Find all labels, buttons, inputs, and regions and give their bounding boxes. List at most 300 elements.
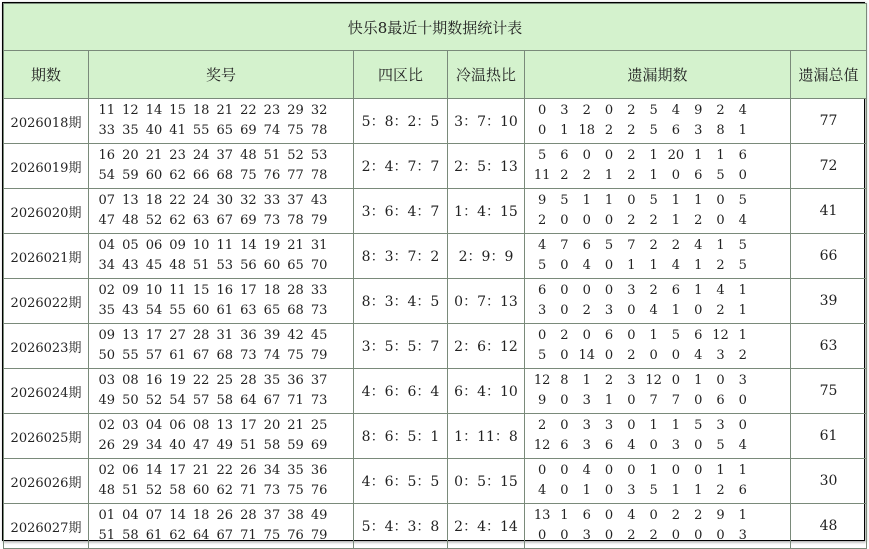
miss-value: 0	[649, 438, 658, 453]
miss-value: 1	[649, 328, 658, 343]
drawn-number: 34	[263, 463, 281, 478]
miss-value: 1	[604, 168, 614, 183]
drawn-number: 05	[122, 238, 139, 253]
miss-value: 5	[738, 258, 747, 273]
drawn-number: 33	[310, 283, 328, 298]
drawn-number: 53	[310, 148, 328, 163]
miss-value: 5	[716, 438, 725, 453]
cold-warm-hot-cell: 1：11：8	[448, 414, 525, 459]
miss-value: 7	[627, 238, 636, 253]
miss-value: 0	[604, 348, 614, 363]
miss-value: 0	[627, 328, 636, 343]
miss-value: 2	[560, 168, 569, 183]
drawn-number: 47	[192, 438, 210, 453]
drawn-number: 68	[216, 348, 234, 363]
miss-value: 1	[716, 238, 725, 253]
miss-value: 0	[560, 283, 569, 298]
miss-value: 6	[671, 123, 681, 138]
drawn-number: 63	[240, 303, 257, 318]
miss-value: 0	[649, 348, 658, 363]
miss-value: 0	[582, 148, 591, 163]
miss-value: 1	[716, 148, 725, 163]
zone-ratio-cell: 2：4：7：7	[354, 144, 448, 189]
miss-value: 0	[582, 328, 591, 343]
drawn-number: 33	[263, 193, 281, 208]
number-line	[95, 506, 353, 526]
miss-value: 2	[671, 508, 681, 523]
miss-value: 0	[604, 508, 614, 523]
miss-value: 20	[667, 148, 685, 163]
miss-total-cell: 39	[791, 279, 867, 324]
drawn-number: 25	[310, 418, 328, 433]
miss-value: 0	[671, 348, 681, 363]
drawn-number: 51	[263, 148, 281, 163]
miss-value: 4	[671, 103, 681, 118]
numbers-cell	[89, 144, 354, 189]
miss-value: 12	[533, 438, 551, 453]
miss-value: 2	[582, 168, 591, 183]
miss-value: 0	[560, 463, 569, 478]
zone-ratio-cell: 3：5：5：7	[354, 324, 448, 369]
numbers-cell	[89, 369, 354, 414]
drawn-number: 15	[192, 283, 210, 298]
drawn-number: 08	[122, 373, 139, 388]
miss-value: 0	[716, 213, 725, 228]
miss-value: 5	[538, 258, 547, 273]
miss-value: 3	[582, 528, 591, 543]
miss-value: 13	[533, 508, 551, 523]
miss-value: 0	[560, 348, 569, 363]
miss-value: 11	[533, 168, 551, 183]
table-row	[4, 144, 867, 189]
miss-value: 0	[671, 373, 681, 388]
drawn-number: 04	[98, 238, 116, 253]
zone-ratio-cell: 8：3：4：5	[354, 279, 448, 324]
miss-value: 8	[560, 373, 569, 388]
header-row	[4, 51, 867, 99]
miss-value: 2	[627, 148, 636, 163]
drawn-number: 06	[122, 463, 139, 478]
miss-value: 0	[627, 393, 636, 408]
miss-value: 0	[560, 528, 569, 543]
miss-value: 5	[694, 418, 703, 433]
miss-value: 2	[538, 418, 547, 433]
miss-value: 1	[649, 168, 658, 183]
drawn-number: 11	[98, 103, 116, 118]
drawn-number: 55	[192, 123, 210, 138]
drawn-number: 34	[145, 438, 163, 453]
drawn-number: 67	[263, 393, 281, 408]
number-line	[95, 191, 353, 211]
drawn-number: 65	[287, 258, 304, 273]
zone-ratio-cell: 3：6：4：7	[354, 189, 448, 234]
drawn-number: 26	[98, 438, 116, 453]
drawn-number: 65	[216, 123, 234, 138]
miss-total-cell: 41	[791, 189, 867, 234]
drawn-number: 68	[287, 303, 304, 318]
cold-warm-hot-cell: 2：6：12	[448, 324, 525, 369]
cold-warm-hot-cell: 3：7：10	[448, 99, 525, 144]
drawn-number: 65	[263, 303, 281, 318]
miss-value: 0	[604, 103, 614, 118]
drawn-number: 22	[169, 193, 186, 208]
miss-value: 0	[604, 213, 614, 228]
miss-line	[531, 481, 790, 501]
drawn-number: 58	[263, 438, 281, 453]
number-line	[95, 281, 353, 301]
miss-value: 1	[649, 418, 658, 433]
drawn-number: 19	[169, 373, 186, 388]
miss-value: 14	[578, 348, 596, 363]
issue-cell: 2026021期	[4, 234, 89, 279]
drawn-number: 54	[98, 168, 116, 183]
drawn-number: 69	[310, 438, 328, 453]
miss-value: 1	[671, 193, 681, 208]
drawn-number: 11	[169, 283, 186, 298]
miss-value: 3	[582, 393, 591, 408]
drawn-number: 27	[169, 328, 186, 343]
drawn-number: 79	[310, 213, 328, 228]
miss-value: 0	[671, 463, 681, 478]
drawn-number: 51	[98, 528, 116, 543]
drawn-number: 12	[122, 103, 139, 118]
miss-periods-cell	[525, 324, 791, 369]
miss-value: 9	[716, 508, 725, 523]
drawn-number: 48	[240, 148, 257, 163]
drawn-number: 61	[216, 303, 234, 318]
miss-value: 5	[649, 103, 658, 118]
miss-value: 0	[627, 463, 636, 478]
table-row	[4, 234, 867, 279]
drawn-number: 14	[145, 463, 163, 478]
drawn-number: 75	[287, 483, 304, 498]
miss-value: 0	[671, 528, 681, 543]
number-line	[95, 391, 353, 411]
number-line	[95, 211, 353, 231]
miss-value: 2	[582, 303, 591, 318]
miss-value: 9	[538, 393, 547, 408]
drawn-number: 14	[145, 103, 163, 118]
miss-value: 2	[716, 483, 725, 498]
drawn-number: 21	[216, 103, 234, 118]
miss-value: 9	[538, 193, 547, 208]
miss-value: 2	[694, 508, 703, 523]
miss-value: 4	[582, 258, 591, 273]
miss-value: 9	[694, 103, 703, 118]
drawn-number: 01	[98, 508, 116, 523]
drawn-number: 62	[169, 528, 186, 543]
miss-value: 2	[716, 303, 725, 318]
drawn-number: 53	[216, 258, 234, 273]
miss-periods-cell	[525, 234, 791, 279]
number-line	[95, 146, 353, 166]
number-line	[95, 121, 353, 141]
drawn-number: 16	[216, 283, 234, 298]
miss-value: 0	[538, 463, 547, 478]
miss-value: 12	[533, 373, 551, 388]
numbers-cell	[89, 234, 354, 279]
drawn-number: 58	[169, 483, 186, 498]
miss-value: 6	[560, 148, 569, 163]
drawn-number: 60	[192, 303, 210, 318]
drawn-number: 43	[310, 193, 328, 208]
number-line	[95, 416, 353, 436]
miss-value: 2	[738, 348, 747, 363]
drawn-number: 02	[98, 418, 116, 433]
drawn-number: 18	[145, 193, 163, 208]
miss-total-cell: 66	[791, 234, 867, 279]
drawn-number: 78	[310, 123, 328, 138]
miss-value: 1	[649, 463, 658, 478]
drawn-number: 77	[287, 168, 304, 183]
issue-cell: 2026020期	[4, 189, 89, 234]
miss-value: 2	[649, 213, 658, 228]
miss-value: 3	[604, 303, 614, 318]
drawn-number: 58	[216, 393, 234, 408]
header-miss-periods: 遗漏期数	[525, 51, 791, 99]
drawn-number: 49	[98, 393, 116, 408]
miss-value: 2	[538, 213, 547, 228]
drawn-number: 06	[169, 418, 186, 433]
miss-value: 3	[671, 438, 681, 453]
drawn-number: 26	[240, 463, 257, 478]
drawn-number: 71	[240, 483, 257, 498]
miss-value: 2	[627, 168, 636, 183]
drawn-number: 64	[192, 528, 210, 543]
miss-value: 0	[538, 528, 547, 543]
miss-value: 0	[560, 258, 569, 273]
drawn-number: 13	[122, 328, 139, 343]
miss-value: 2	[627, 123, 636, 138]
miss-value: 0	[649, 508, 658, 523]
miss-value: 0	[671, 168, 681, 183]
miss-total-cell: 30	[791, 459, 867, 504]
miss-periods-cell	[525, 369, 791, 414]
table-row	[4, 279, 867, 324]
drawn-number: 24	[192, 193, 210, 208]
drawn-number: 73	[263, 213, 281, 228]
miss-value: 0	[560, 393, 569, 408]
drawn-number: 21	[145, 148, 163, 163]
miss-value: 5	[649, 123, 658, 138]
miss-value: 3	[627, 373, 636, 388]
drawn-number: 67	[216, 213, 234, 228]
miss-value: 2	[649, 238, 658, 253]
drawn-number: 73	[310, 393, 328, 408]
miss-value: 3	[627, 483, 636, 498]
miss-line	[531, 281, 790, 301]
zone-ratio-cell: 5：8：2：5	[354, 99, 448, 144]
miss-value: 4	[538, 483, 547, 498]
miss-value: 4	[738, 438, 747, 453]
miss-line	[531, 326, 790, 346]
drawn-number: 29	[287, 103, 304, 118]
miss-total-cell: 75	[791, 369, 867, 414]
drawn-number: 57	[192, 393, 210, 408]
miss-value: 5	[716, 168, 725, 183]
drawn-number: 48	[98, 483, 116, 498]
drawn-number: 04	[145, 418, 163, 433]
issue-cell: 2026018期	[4, 99, 89, 144]
miss-value: 6	[582, 238, 591, 253]
number-line	[95, 101, 353, 121]
drawn-number: 32	[240, 193, 257, 208]
drawn-number: 71	[287, 393, 304, 408]
drawn-number: 13	[216, 418, 234, 433]
miss-total-cell: 48	[791, 504, 867, 549]
drawn-number: 33	[98, 123, 116, 138]
drawn-number: 21	[192, 463, 210, 478]
miss-value: 7	[671, 393, 681, 408]
drawn-number: 23	[263, 103, 281, 118]
drawn-number: 52	[145, 483, 163, 498]
miss-periods-cell	[525, 144, 791, 189]
drawn-number: 13	[122, 193, 139, 208]
miss-value: 0	[604, 463, 614, 478]
drawn-number: 15	[169, 103, 186, 118]
miss-value: 3	[627, 283, 636, 298]
miss-total-cell: 63	[791, 324, 867, 369]
miss-value: 0	[627, 303, 636, 318]
miss-line	[531, 526, 790, 546]
miss-value: 3	[604, 418, 614, 433]
drawn-number: 49	[310, 508, 328, 523]
miss-value: 0	[738, 168, 747, 183]
header-miss-total: 遗漏总值	[791, 51, 867, 99]
miss-value: 0	[604, 148, 614, 163]
cold-warm-hot-cell: 2：5：13	[448, 144, 525, 189]
drawn-number: 61	[169, 348, 186, 363]
drawn-number: 78	[310, 168, 328, 183]
miss-value: 0	[738, 418, 747, 433]
drawn-number: 35	[98, 303, 116, 318]
drawn-number: 78	[287, 213, 304, 228]
drawn-number: 43	[122, 303, 139, 318]
table-row	[4, 99, 867, 144]
drawn-number: 51	[122, 483, 139, 498]
miss-value: 1	[671, 483, 681, 498]
drawn-number: 20	[122, 148, 139, 163]
miss-value: 1	[604, 193, 614, 208]
miss-value: 8	[716, 123, 725, 138]
miss-value: 1	[694, 373, 703, 388]
number-line	[95, 371, 353, 391]
number-line	[95, 326, 353, 346]
drawn-number: 52	[145, 213, 163, 228]
miss-value: 4	[694, 348, 703, 363]
miss-value: 1	[738, 123, 747, 138]
miss-value: 0	[560, 303, 569, 318]
drawn-number: 69	[240, 213, 257, 228]
miss-value: 1	[671, 213, 681, 228]
miss-value: 6	[716, 393, 725, 408]
miss-value: 0	[694, 438, 703, 453]
miss-value: 5	[538, 148, 547, 163]
drawn-number: 06	[145, 238, 163, 253]
miss-line	[531, 191, 790, 211]
drawn-number: 38	[287, 508, 304, 523]
drawn-number: 35	[122, 123, 139, 138]
miss-value: 0	[604, 283, 614, 298]
drawn-number: 79	[310, 528, 328, 543]
miss-value: 1	[738, 303, 747, 318]
miss-value: 2	[627, 528, 636, 543]
drawn-number: 67	[192, 348, 210, 363]
drawn-number: 50	[98, 348, 116, 363]
miss-value: 3	[738, 373, 747, 388]
miss-value: 1	[671, 418, 681, 433]
miss-value: 2	[649, 283, 658, 298]
issue-cell: 2026019期	[4, 144, 89, 189]
drawn-number: 14	[169, 508, 186, 523]
drawn-number: 62	[169, 168, 186, 183]
drawn-number: 54	[169, 393, 186, 408]
drawn-number: 37	[287, 193, 304, 208]
miss-value: 12	[712, 328, 729, 343]
drawn-number: 37	[263, 508, 281, 523]
miss-value: 6	[604, 328, 614, 343]
miss-value: 6	[538, 283, 547, 298]
stats-table	[3, 3, 867, 549]
miss-value: 6	[694, 328, 703, 343]
cold-warm-hot-cell: 2：9：9	[448, 234, 525, 279]
miss-value: 4	[538, 238, 547, 253]
drawn-number: 09	[122, 283, 139, 298]
miss-value: 0	[694, 528, 703, 543]
drawn-number: 74	[263, 123, 281, 138]
drawn-number: 48	[169, 258, 186, 273]
drawn-number: 50	[122, 393, 139, 408]
drawn-number: 55	[122, 348, 139, 363]
drawn-number: 28	[240, 373, 257, 388]
cold-warm-hot-cell: 6：4：10	[448, 369, 525, 414]
issue-cell: 2026025期	[4, 414, 89, 459]
drawn-number: 19	[263, 238, 281, 253]
drawn-number: 31	[310, 238, 328, 253]
miss-value: 5	[738, 238, 747, 253]
drawn-number: 69	[240, 123, 257, 138]
drawn-number: 64	[240, 393, 257, 408]
drawn-number: 75	[287, 348, 304, 363]
miss-value: 0	[582, 283, 591, 298]
drawn-number: 67	[216, 528, 234, 543]
drawn-number: 73	[310, 303, 328, 318]
miss-total-cell: 72	[791, 144, 867, 189]
drawn-number: 76	[310, 483, 328, 498]
miss-value: 6	[671, 283, 681, 298]
miss-value: 5	[671, 328, 681, 343]
miss-value: 1	[694, 283, 703, 298]
miss-value: 4	[694, 238, 703, 253]
miss-value: 3	[738, 528, 747, 543]
miss-value: 4	[671, 258, 681, 273]
miss-value: 2	[671, 238, 681, 253]
zone-ratio-cell: 5：4：3：8	[354, 504, 448, 549]
miss-value: 1	[649, 148, 658, 163]
miss-value: 0	[738, 393, 747, 408]
numbers-cell	[89, 189, 354, 234]
miss-value: 0	[560, 483, 569, 498]
number-line	[95, 301, 353, 321]
issue-cell: 2026027期	[4, 504, 89, 549]
number-line	[95, 481, 353, 501]
drawn-number: 75	[263, 528, 281, 543]
zone-ratio-cell: 4：6：5：5	[354, 459, 448, 504]
miss-value: 2	[627, 103, 636, 118]
drawn-number: 22	[216, 463, 234, 478]
miss-value: 5	[649, 483, 658, 498]
drawn-number: 61	[145, 528, 163, 543]
